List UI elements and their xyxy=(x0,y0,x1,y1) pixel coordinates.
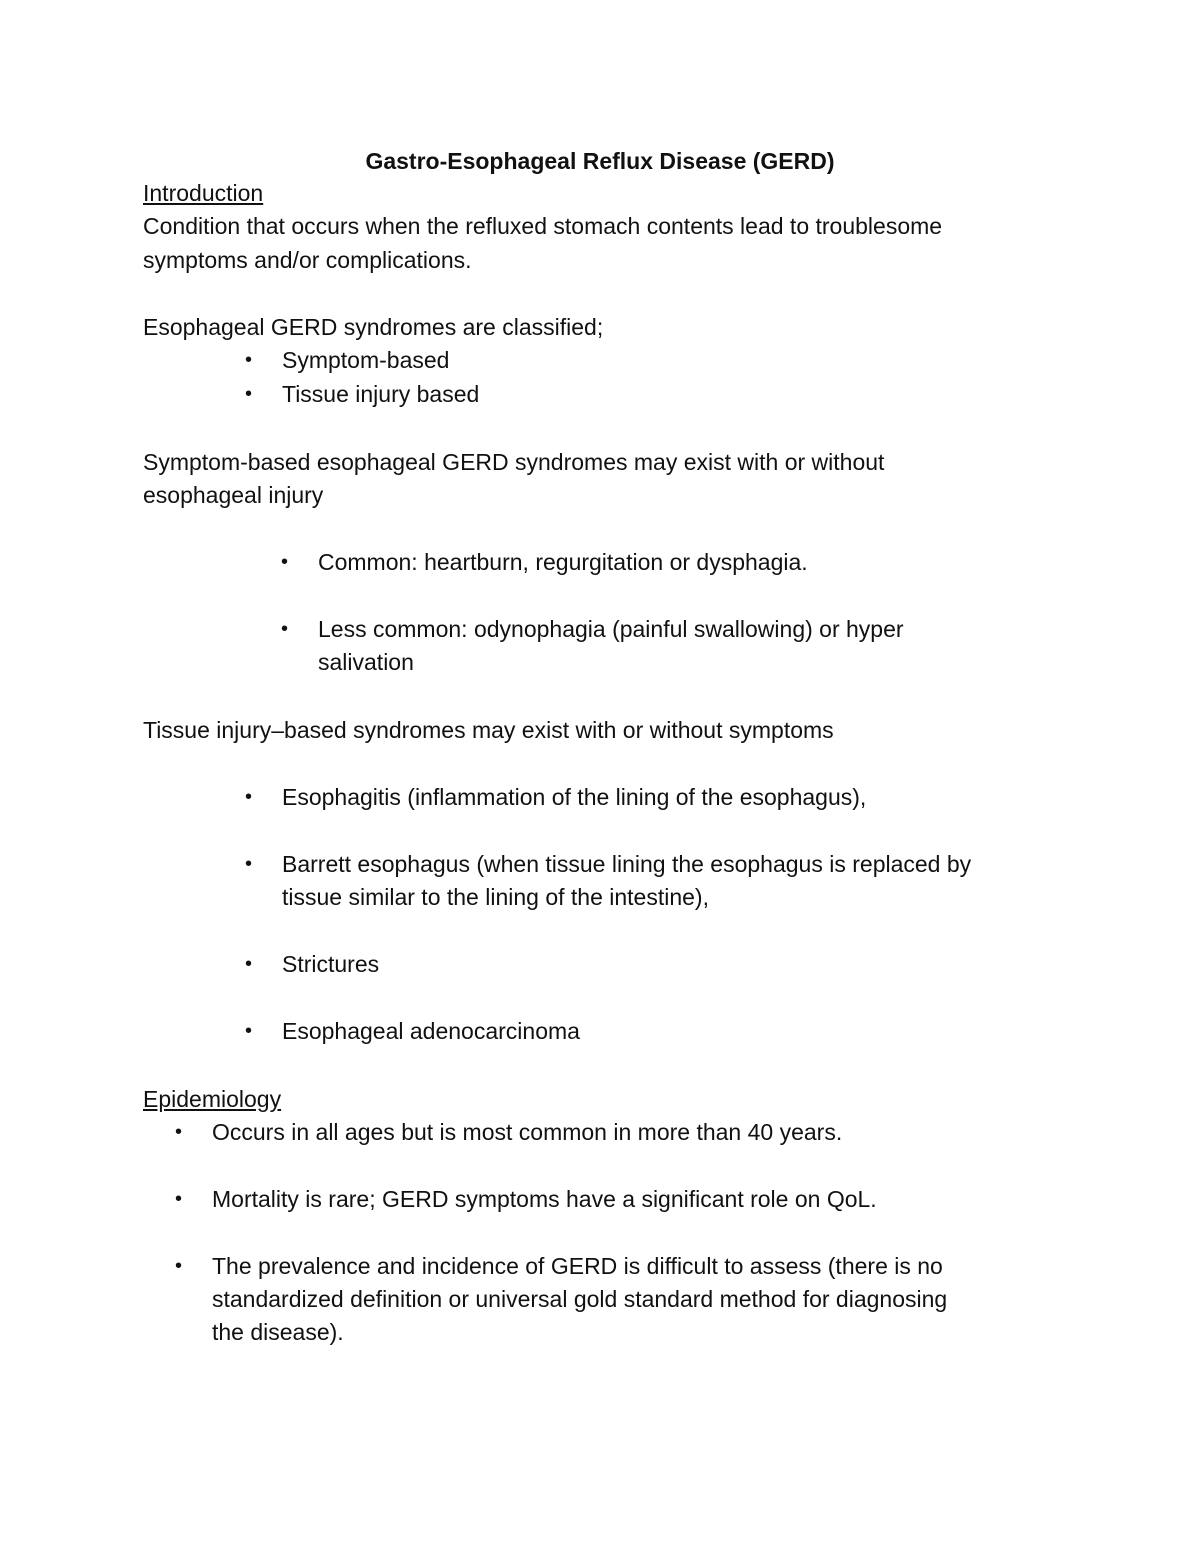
list-item-text-continuation: standardized definition or universal gold standard method for diagnosing xyxy=(212,1286,948,1312)
section-heading-epidemiology: Epidemiology xyxy=(143,1086,282,1112)
bullet-icon: • xyxy=(245,383,253,405)
introduction-definition-line2: symptoms and/or complications. xyxy=(143,247,472,273)
list-item-text: Symptom-based xyxy=(282,347,450,373)
bullet-icon: • xyxy=(175,1255,183,1277)
tissue-based-intro: Tissue injury–based syndromes may exist with or without symptoms xyxy=(143,717,834,743)
list-item-text-continuation: the disease). xyxy=(212,1319,344,1345)
bullet-icon: • xyxy=(245,1020,253,1042)
page-title: Gastro-Esophageal Reflux Disease (GERD) xyxy=(365,148,835,174)
bullet-icon: • xyxy=(281,551,289,573)
bullet-icon: • xyxy=(245,349,253,371)
section-heading-introduction: Introduction xyxy=(143,180,264,206)
list-item-text: Esophageal adenocarcinoma xyxy=(282,1018,580,1044)
list-item-text: Common: heartburn, regurgitation or dysphagia. xyxy=(318,549,808,575)
bullet-icon: • xyxy=(245,953,253,975)
list-item-text: Strictures xyxy=(282,951,380,977)
list-item-text-continuation: salivation xyxy=(318,649,414,675)
bullet-icon: • xyxy=(245,786,253,808)
classification-intro: Esophageal GERD syndromes are classified; xyxy=(143,314,604,340)
symptom-based-line2: esophageal injury xyxy=(143,482,324,508)
list-item-text: Occurs in all ages but is most common in more than 40 years. xyxy=(212,1119,843,1145)
bullet-icon: • xyxy=(175,1188,183,1210)
list-item-text: Barrett esophagus (when tissue lining the esophagus is replaced by xyxy=(282,851,972,877)
symptom-based-line1: Symptom-based esophageal GERD syndromes may exist with or without xyxy=(143,449,885,475)
introduction-definition-line1: Condition that occurs when the refluxed stomach contents lead to troublesome xyxy=(143,213,943,239)
list-item-text: The prevalence and incidence of GERD is difficult to assess (there is no xyxy=(212,1253,943,1279)
bullet-icon: • xyxy=(175,1121,183,1143)
list-item-text: Esophagitis (inflammation of the lining of the esophagus), xyxy=(282,784,867,810)
list-item-text: Less common: odynophagia (painful swallowing) or hyper xyxy=(318,616,904,642)
list-item-text: Tissue injury based xyxy=(282,381,480,407)
list-item-text: Mortality is rare; GERD symptoms have a significant role on QoL. xyxy=(212,1186,877,1212)
bullet-icon: • xyxy=(281,618,289,640)
list-item-text-continuation: tissue similar to the lining of the intestine), xyxy=(282,884,709,910)
bullet-icon: • xyxy=(245,853,253,875)
